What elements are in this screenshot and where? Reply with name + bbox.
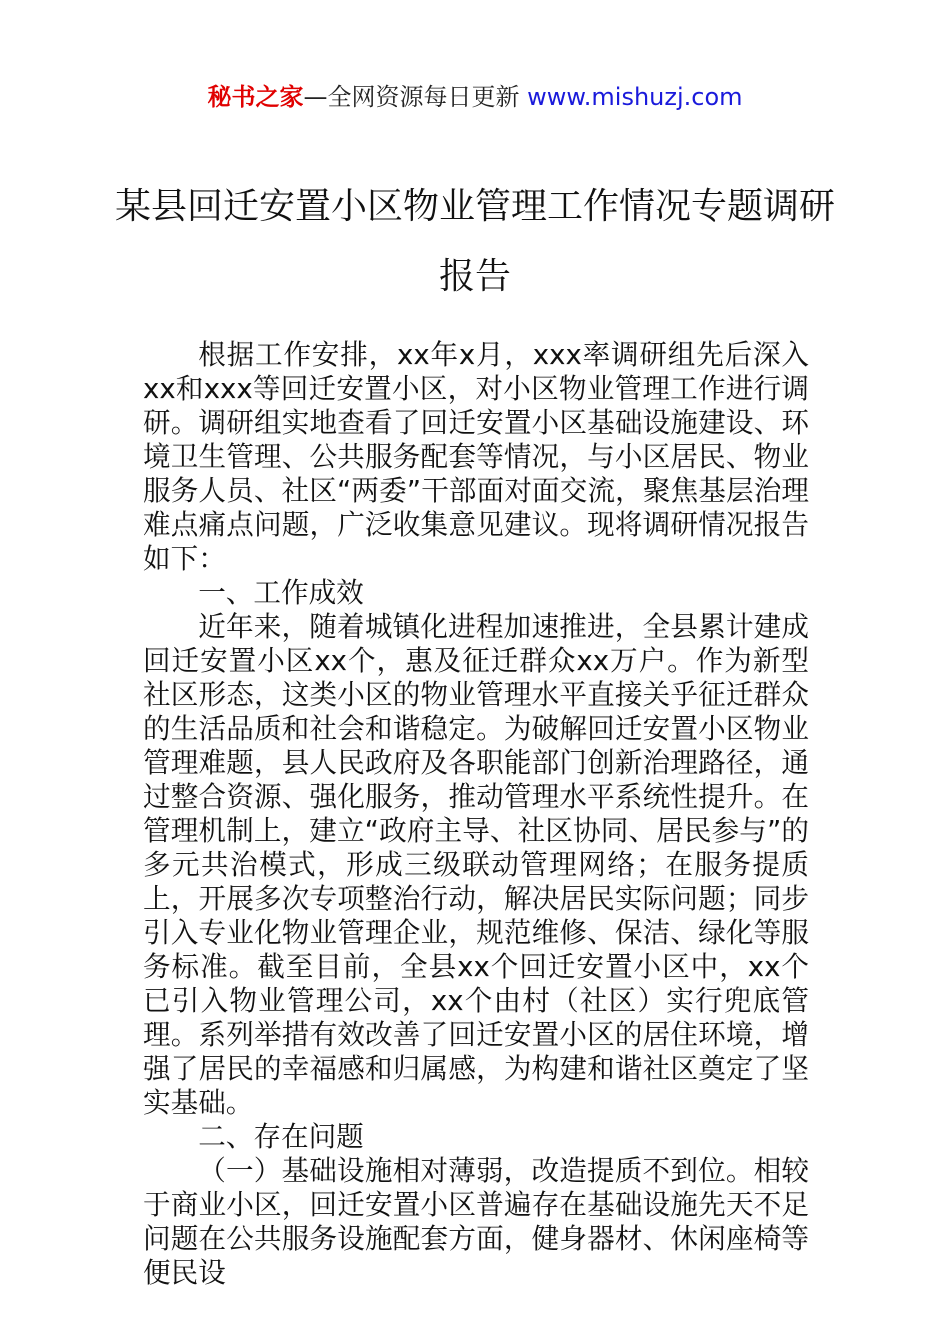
site-tagline: —全网资源每日更新 bbox=[303, 83, 520, 111]
intro-paragraph: 根据工作安排，xx年x月，xxx率调研组先后深入xx和xxx等回迁安置小区，对小区物业管理工作进行调研。调研组实地查看了回迁安置小区基础设施建设、环境卫生管理、公共服务配套等情况，与小区居民、物业服务人员、社区“两委”干部面对面交流，聚焦基层治理难点痛点问题，广泛收集意见建议。现将调研情况报告如下： bbox=[143, 338, 809, 575]
site-brand: 秘书之家 bbox=[207, 83, 304, 111]
achievements-paragraph: 近年来，随着城镇化进程加速推进，全县累计建成回迁安置小区xx个，惠及征迁群众xx万户。作为新型社区形态，这类小区的物业管理水平直接关乎征迁群众的生活品质和社会和谐稳定。为破解回迁安置小区物业管理难题，县人民政府及各职能部门创新治理路径，通过整合资源、强化服务，推动管理水平系统性提升。在管理机制上，建立“政府主导、社区协同、居民参与”的多元共治模式，形成三级联动管理网络；在服务提质上，开展多次专项整治行动，解决居民实际问题；同步引入专业化物业管理企业，规范维修、保洁、绿化等服务标准。截至目前，全县xx个回迁安置小区中，xx个已引入物业管理公司，xx个由村（社区）实行兜底管理。系列举措有效改善了回迁安置小区的居住环境，增强了居民的幸福感和归属感，为构建和谐社区奠定了坚实基础。 bbox=[143, 610, 809, 1119]
section-heading-problems: 二、存在问题 bbox=[198, 1120, 364, 1153]
section-heading-achievements: 一、工作成效 bbox=[198, 576, 364, 609]
document-body bbox=[143, 338, 809, 1290]
site-header bbox=[0, 80, 950, 114]
site-url-link[interactable]: www.mishuzj.com bbox=[527, 83, 743, 111]
document-title: 某县回迁安置小区物业管理工作情况专题调研报告 bbox=[114, 186, 835, 297]
problem-paragraph-1: （一）基础设施相对薄弱，改造提质不到位。相较于商业小区，回迁安置小区普遍存在基础设施先天不足问题在公共服务设施配套方面，健身器材、休闲座椅等便民设 bbox=[143, 1154, 809, 1289]
